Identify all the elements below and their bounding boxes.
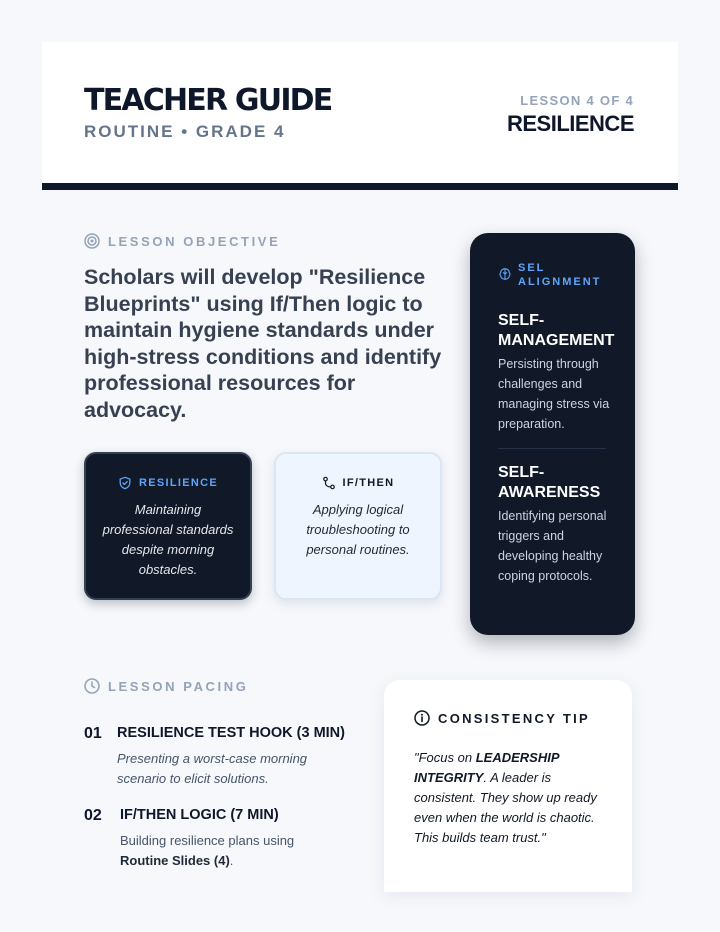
branch-icon	[322, 476, 336, 490]
pacing-number: 01	[84, 725, 102, 742]
resilience-card	[84, 452, 252, 600]
if-then-card	[274, 452, 442, 600]
page-subtitle: ROUTINE • GRADE 4	[84, 122, 286, 141]
lesson-objective-label: LESSON OBJECTIVE	[84, 233, 280, 249]
sel-alignment-panel	[470, 233, 635, 635]
brain-icon	[498, 267, 512, 281]
info-icon	[414, 710, 430, 726]
lesson-name: RESILIENCE	[506, 111, 634, 136]
shield-check-icon	[118, 476, 132, 490]
pacing-title: IF/THEN LOGIC (7 MIN)	[120, 807, 279, 823]
target-icon	[84, 233, 100, 249]
tip-label: CONSISTENCY TIP	[438, 710, 591, 726]
sel-divider	[498, 448, 606, 449]
consistency-tip-card	[384, 680, 632, 892]
sel-item-desc: Persisting through challenges and managing stress via preparation.	[498, 357, 610, 431]
tip-quote: "Focus on LEADERSHIP INTEGRITY. A leader is consistent. They show up ready even when the world is chaotic. This builds team trust."	[414, 750, 597, 845]
objective-text: Scholars will develop "Resilience Blueprints" using If/Then logic to maintain hygiene standards under high-stress conditions and identify professional resources for advocacy.	[84, 265, 442, 422]
lesson-pacing-label: LESSON PACING	[84, 678, 248, 694]
sel-item-title: SELF-AWARENESS	[498, 464, 601, 501]
sel-item-title: SELF-MANAGEMENT	[498, 312, 615, 349]
pacing-number: 02	[84, 807, 102, 824]
clock-icon	[84, 678, 100, 694]
card-body: Applying logical troubleshooting to personal routines.	[306, 502, 410, 557]
page-title: TEACHER GUIDE	[84, 83, 332, 118]
tip-emphasis: LEADERSHIP INTEGRITY	[414, 750, 560, 785]
sel-item-desc: Identifying personal triggers and developing healthy coping protocols.	[498, 509, 607, 583]
lesson-counter: LESSON 4 OF 4	[520, 93, 634, 108]
sel-label: SEL ALIGNMENT	[518, 262, 602, 288]
pacing-desc: Building resilience plans using Routine Slides (4).	[120, 833, 295, 868]
routine-slides-ref: Routine Slides (4)	[120, 853, 230, 868]
card-title: IF/THEN	[342, 477, 395, 489]
pacing-title: RESILIENCE TEST HOOK (3 MIN)	[117, 725, 345, 741]
pacing-desc: Presenting a worst-case morning scenario to elicit solutions.	[117, 751, 308, 786]
card-title: RESILIENCE	[138, 477, 218, 489]
guide-header	[42, 42, 678, 190]
card-body: Maintaining professional standards despite morning obstacles.	[102, 502, 234, 577]
